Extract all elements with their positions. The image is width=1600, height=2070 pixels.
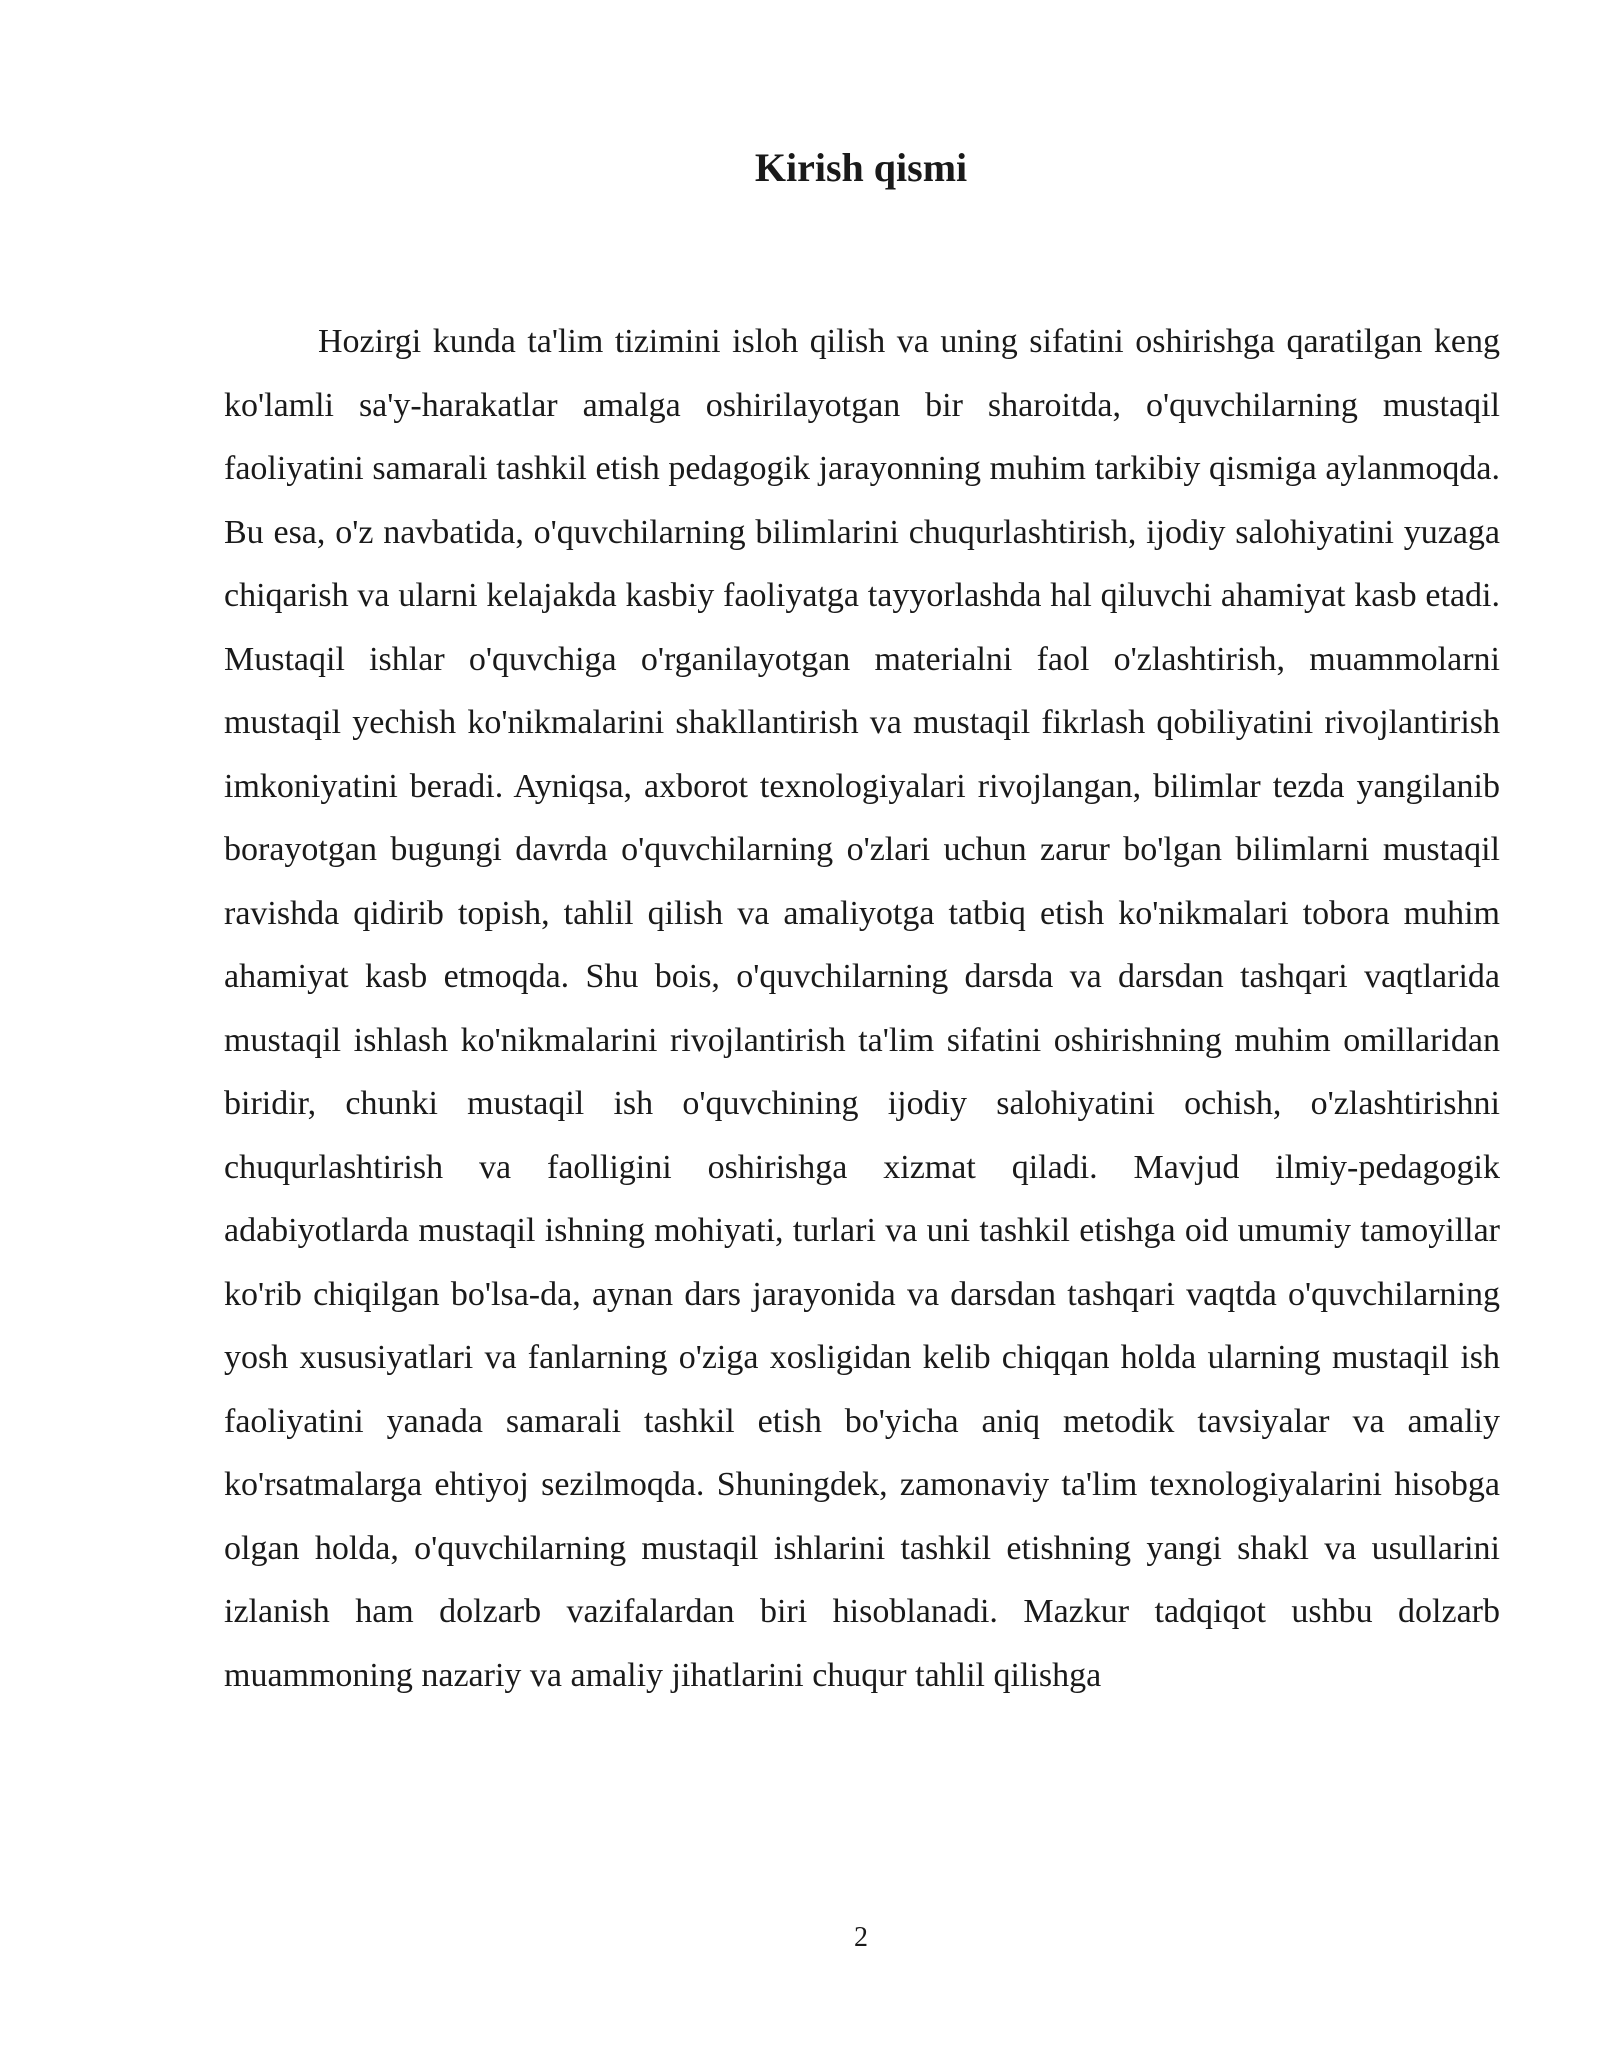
section-title: Kirish qismi bbox=[754, 145, 968, 190]
page-number: 2 bbox=[854, 1922, 868, 1953]
body-paragraph: Hozirgi kunda ta'lim tizimini isloh qilish va uning sifatini oshirishga qaratilgan keng ko'lamli sa'y-harakatlar amalga oshirilayotgan bir sharoitda, o'quvchilarning mustaqil faoliyatini samarali tashkil etish pedagogik jarayonning muhim tarkibiy qismiga aylanmoqda. Bu esa, o'z navbatida, o'quvchilarning bilimlarini chuqurlashtirish, ijodiy salohiyatini yuzaga chiqarish va ularni kelajakda kasbiy faoliyatga tayyorlashda hal qiluvchi ahamiyat kasb etadi. Mustaqil ishlar o'quvchiga o'rganilayotgan materialni faol o'zlashtirish, muammolarni mustaqil yechish ko'nikmalarini shakllantirish va mustaqil fikrlash qobiliyatini rivojlantirish imkoniyatini beradi. Ayniqsa, axborot texnologiyalari rivojlangan, bilimlar tezda yangilanib borayotgan bugungi davrda o'quvchilarning o'zlari uchun zarur bo'lgan bilimlarni mustaqil ravishda qidirib topish, tahlil qilish va amaliyotga tatbiq etish ko'nikmalari tobora muhim ahamiyat kasb etmoqda. Shu bois, o'quvchilarning darsda va darsdan tashqari vaqtlarida mustaqil ishlash ko'nikmalarini rivojlantirish ta'lim sifatini oshirishning muhim omillaridan biridir, chunki mustaqil ish o'quvchining ijodiy salohiyatini ochish, o'zlashtirishni chuqurlashtirish va faolligini oshirishga xizmat qiladi. Mavjud ilmiy-pedagogik adabiyotlarda mustaqil ishning mohiyati, turlari va uni tashkil etishga oid umumiy tamoyillar ko'rib chiqilgan bo'lsa-da, aynan dars jarayonida va darsdan tashqari vaqtda o'quvchilarning yosh xususiyatlari va fanlarning o'ziga xosligidan kelib chiqqan holda ularning mustaqil ish faoliyatini yanada samarali tashkil etish bo'yicha aniq metodik tavsiyalar va amaliy ko'rsatmalarga ehtiyoj sezilmoqda. Shuningdek, zamonaviy ta'lim texnologiyalarini hisobga olgan holda, o'quvchilarning mustaqil ishlarini tashkil etishning yangi shakl va usullarini izlanish ham dolzarb vazifalardan biri hisoblanadi. Mazkur tadqiqot ushbu dolzarb muammoning nazariy va amaliy jihatlarini chuqur tahlil qilishga bbox=[224, 323, 1500, 1694]
